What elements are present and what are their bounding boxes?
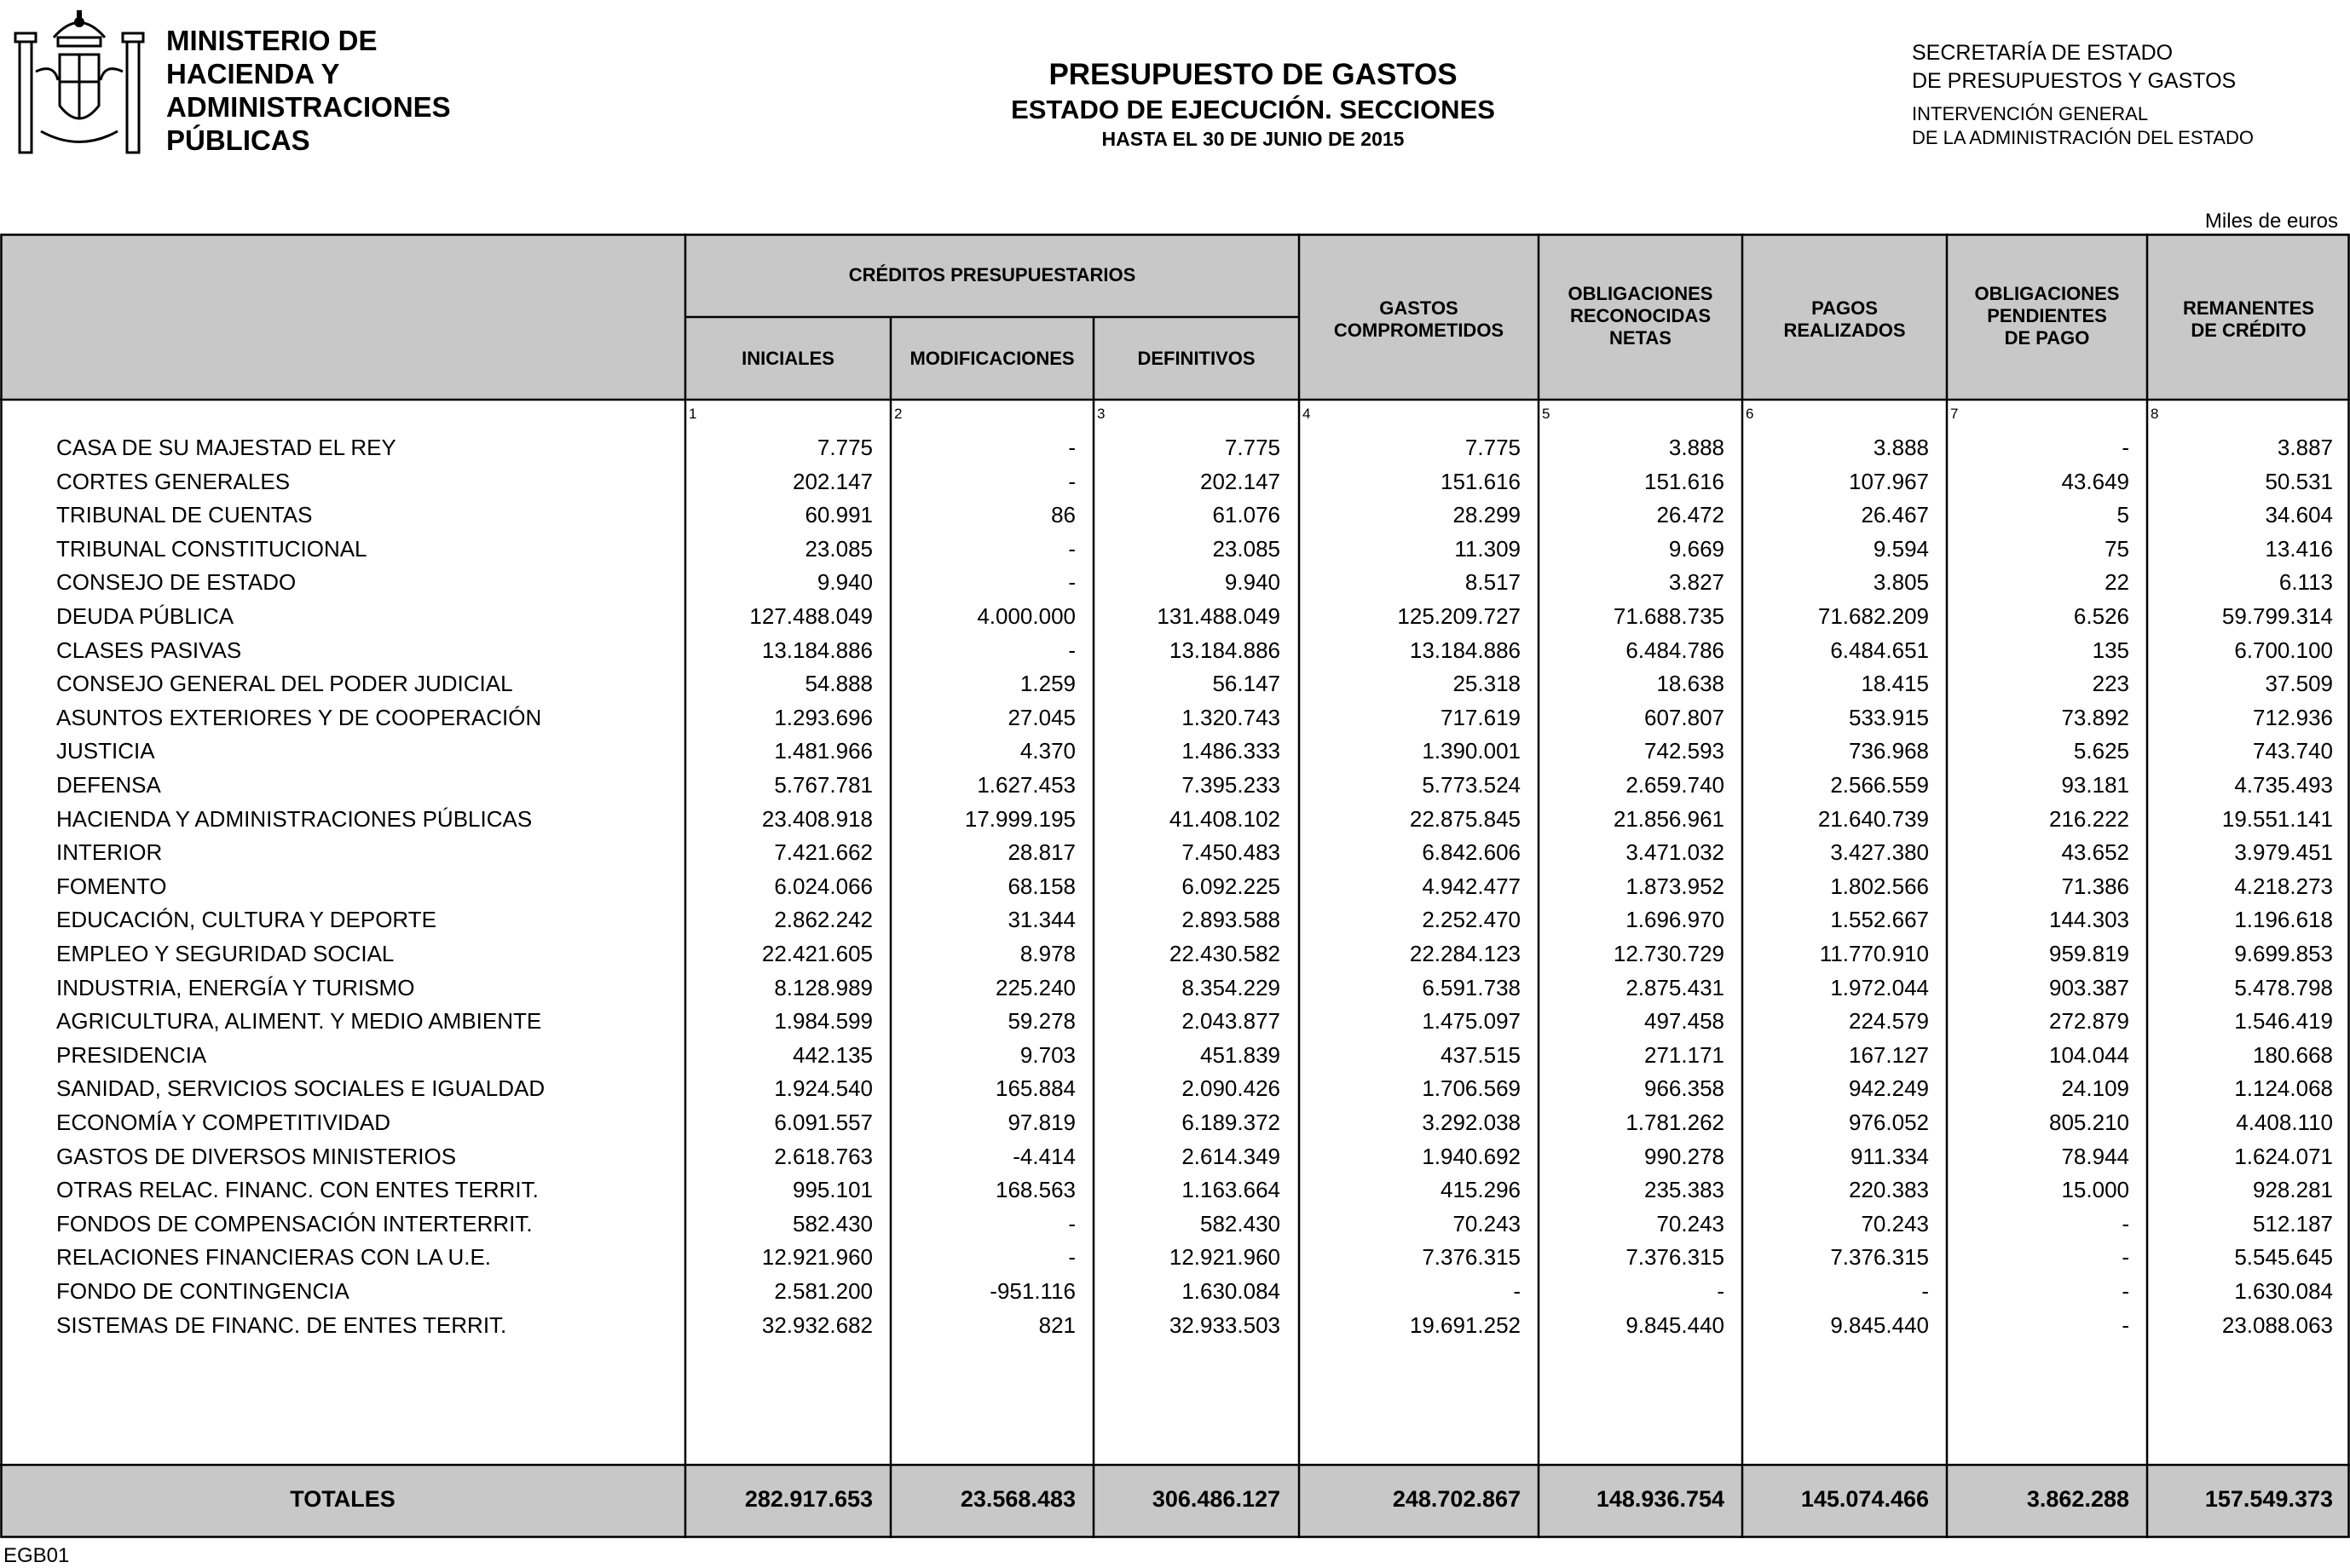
table-cell: 12.730.729 bbox=[1613, 941, 1724, 966]
secretaria-block bbox=[1912, 39, 2236, 95]
row-label: CASA DE SU MAJESTAD EL REY bbox=[56, 435, 396, 460]
table-cell: 32.932.682 bbox=[761, 1312, 873, 1338]
table-cell: 1.390.001 bbox=[1422, 738, 1521, 764]
table-cell: 56.147 bbox=[1212, 671, 1280, 696]
table-cell: 11.770.910 bbox=[1819, 941, 1929, 966]
table-cell: 272.879 bbox=[2049, 1008, 2129, 1034]
ministry-name bbox=[166, 24, 451, 157]
table-cell: - bbox=[2122, 1244, 2129, 1270]
table-cell: 717.619 bbox=[1441, 705, 1521, 730]
table-cell: 1.696.970 bbox=[1625, 907, 1724, 932]
table-cell: 25.318 bbox=[1452, 671, 1521, 696]
header-line: REMANENTES bbox=[2182, 297, 2314, 319]
ministry-line: PÚBLICAS bbox=[166, 124, 310, 156]
table-cell: 86 bbox=[1051, 502, 1076, 527]
table-cell: 966.358 bbox=[1644, 1075, 1724, 1101]
table-cell: 26.472 bbox=[1656, 502, 1724, 527]
table-cell: 22.421.605 bbox=[761, 941, 873, 966]
table-cell: 1.706.569 bbox=[1422, 1075, 1521, 1101]
table-cell: 1.124.068 bbox=[2234, 1075, 2333, 1101]
table-cell: - bbox=[1068, 1244, 1076, 1270]
table-cell: 2.618.763 bbox=[774, 1144, 873, 1169]
units-note: Miles de euros bbox=[2204, 210, 2338, 233]
table-cell: 6.024.066 bbox=[774, 873, 873, 899]
coat-of-arms-icon bbox=[7, 3, 152, 165]
table-cell: 582.430 bbox=[1200, 1211, 1280, 1237]
table-cell: 3.427.380 bbox=[1830, 839, 1929, 865]
header-line: GASTOS bbox=[1379, 297, 1458, 319]
table-cell: 5.773.524 bbox=[1422, 772, 1521, 798]
table-cell: 23.085 bbox=[805, 536, 873, 562]
table-cell: 23.085 bbox=[1212, 536, 1280, 562]
table-cell: 32.933.503 bbox=[1169, 1312, 1280, 1338]
table-cell: 7.775 bbox=[1224, 435, 1280, 460]
table-cell: 5 bbox=[2116, 502, 2129, 527]
table-cell: 1.630.084 bbox=[1181, 1278, 1280, 1304]
header-line: PAGOS bbox=[1811, 297, 1878, 319]
table-cell: -951.116 bbox=[990, 1278, 1076, 1304]
row-label: TRIBUNAL DE CUENTAS bbox=[56, 502, 313, 527]
table-cell: 1.924.540 bbox=[774, 1075, 873, 1101]
table-cell: 415.296 bbox=[1441, 1177, 1521, 1202]
table-cell: - bbox=[2122, 435, 2129, 460]
table-cell: 59.799.314 bbox=[2221, 603, 2333, 629]
table-cell: 71.682.209 bbox=[1817, 603, 1929, 629]
table-cell: 2.252.470 bbox=[1422, 907, 1521, 932]
table-cell: 27.045 bbox=[1008, 705, 1076, 730]
column-number: 7 bbox=[1950, 406, 1959, 422]
column-number: 4 bbox=[1302, 406, 1311, 422]
table-cell: - bbox=[1068, 536, 1076, 562]
header-modificaciones: MODIFICACIONES bbox=[909, 348, 1075, 369]
table-cell: 7.775 bbox=[817, 435, 873, 460]
header-line: DE PAGO bbox=[2004, 327, 2090, 349]
table-cell: 31.344 bbox=[1008, 907, 1076, 932]
document-subtitle: ESTADO DE EJECUCIÓN. SECCIONES bbox=[1011, 95, 1495, 124]
table-cell: 17.999.195 bbox=[964, 806, 1076, 832]
table-cell: 805.210 bbox=[2049, 1110, 2129, 1135]
table-cell: 821 bbox=[1038, 1312, 1076, 1338]
row-label: FONDOS DE COMPENSACIÓN INTERTERRIT. bbox=[56, 1211, 533, 1237]
table-cell: 7.376.315 bbox=[1625, 1244, 1724, 1270]
table-cell: 3.471.032 bbox=[1625, 839, 1724, 865]
row-label: FOMENTO bbox=[56, 873, 167, 899]
table-cell: 607.807 bbox=[1644, 705, 1724, 730]
ministry-line: ADMINISTRACIONES bbox=[166, 91, 451, 123]
totals-cell: 282.917.653 bbox=[744, 1486, 873, 1512]
table-cell: 1.630.084 bbox=[2234, 1278, 2333, 1304]
table-cell: 168.563 bbox=[996, 1177, 1076, 1202]
table-cell: 1.552.667 bbox=[1830, 907, 1929, 932]
table-cell: 151.616 bbox=[1441, 469, 1521, 494]
table-cell: 34.604 bbox=[2265, 502, 2333, 527]
table-cell: 70.243 bbox=[1656, 1211, 1724, 1237]
table-cell: 1.486.333 bbox=[1181, 738, 1280, 764]
table-cell: 2.043.877 bbox=[1181, 1008, 1280, 1034]
column-number: 3 bbox=[1097, 406, 1106, 422]
row-label: CONSEJO GENERAL DEL PODER JUDICIAL bbox=[56, 671, 513, 696]
table-cell: 2.614.349 bbox=[1181, 1144, 1280, 1169]
row-label: CORTES GENERALES bbox=[56, 469, 291, 494]
table-cell: 151.616 bbox=[1644, 469, 1724, 494]
table-cell: 180.668 bbox=[2253, 1042, 2333, 1068]
table-cell: 235.383 bbox=[1644, 1177, 1724, 1202]
table-cell: 22.430.582 bbox=[1169, 941, 1280, 966]
totals-cell: 148.936.754 bbox=[1596, 1486, 1724, 1512]
table-cell: 9.940 bbox=[817, 569, 873, 595]
table-cell: 903.387 bbox=[2049, 975, 2129, 1000]
row-label: AGRICULTURA, ALIMENT. Y MEDIO AMBIENTE bbox=[56, 1008, 542, 1034]
table-cell: 12.921.960 bbox=[1169, 1244, 1280, 1270]
table-cell: 1.802.566 bbox=[1830, 873, 1929, 899]
table-cell: 18.415 bbox=[1861, 671, 1929, 696]
table-cell: 202.147 bbox=[1200, 469, 1280, 494]
table-cell: 5.478.798 bbox=[2234, 975, 2333, 1000]
ministry-line: HACIENDA Y bbox=[166, 58, 340, 89]
table-cell: 3.805 bbox=[1873, 569, 1929, 595]
table-cell: 271.171 bbox=[1644, 1042, 1724, 1068]
table-cell: 13.416 bbox=[2265, 536, 2333, 562]
table-cell: 442.135 bbox=[793, 1042, 873, 1068]
column-number: 6 bbox=[1746, 406, 1754, 422]
row-label: ASUNTOS EXTERIORES Y DE COOPERACIÓN bbox=[56, 705, 542, 730]
row-label: FONDO DE CONTINGENCIA bbox=[56, 1278, 349, 1304]
header-definitivos: DEFINITIVOS bbox=[1137, 348, 1256, 369]
table-cell: 216.222 bbox=[2049, 806, 2129, 832]
totals-cell: 157.549.373 bbox=[2204, 1486, 2333, 1512]
table-cell: 976.052 bbox=[1849, 1110, 1929, 1135]
table-cell: - bbox=[1068, 469, 1076, 494]
table-cell: 167.127 bbox=[1849, 1042, 1929, 1068]
row-label: SISTEMAS DE FINANC. DE ENTES TERRIT. bbox=[56, 1312, 507, 1338]
table-cell: - bbox=[1513, 1278, 1521, 1304]
table-cell: 75 bbox=[2105, 536, 2129, 562]
totals-cell: 145.074.466 bbox=[1800, 1486, 1929, 1512]
table-cell: 125.209.727 bbox=[1397, 603, 1521, 629]
table-cell: 1.940.692 bbox=[1422, 1144, 1521, 1169]
header-line: RECONOCIDAS bbox=[1569, 305, 1711, 326]
table-cell: 1.984.599 bbox=[774, 1008, 873, 1034]
table-cell: 78.944 bbox=[2061, 1144, 2129, 1169]
table-cell: 2.090.426 bbox=[1181, 1075, 1280, 1101]
table-cell: 1.624.071 bbox=[2234, 1144, 2333, 1169]
table-cell: 223 bbox=[2092, 671, 2129, 696]
table-cell: 71.386 bbox=[2061, 873, 2129, 899]
table-cell: 7.450.483 bbox=[1181, 839, 1280, 865]
table-cell: 50.531 bbox=[2265, 469, 2333, 494]
intervencion-block bbox=[1912, 102, 2254, 150]
document-title: PRESUPUESTO DE GASTOS bbox=[1048, 58, 1458, 91]
table-cell: 37.509 bbox=[2265, 671, 2333, 696]
table-cell: 4.370 bbox=[1019, 738, 1076, 764]
row-label: INTERIOR bbox=[56, 839, 163, 865]
table-cell: 23.408.918 bbox=[761, 806, 873, 832]
table-cell: 9.845.440 bbox=[1830, 1312, 1929, 1338]
table-cell: 582.430 bbox=[793, 1211, 873, 1237]
table-cell: 15.000 bbox=[2061, 1177, 2129, 1202]
table-cell: 990.278 bbox=[1644, 1144, 1724, 1169]
table-cell: - bbox=[1921, 1278, 1929, 1304]
row-label: CLASES PASIVAS bbox=[56, 637, 242, 663]
table-cell: 22.284.123 bbox=[1409, 941, 1521, 966]
header-obligaciones-pendientes bbox=[1947, 283, 2147, 349]
table-cell: - bbox=[1068, 435, 1076, 460]
header-line: DE CRÉDITO bbox=[2191, 320, 2307, 341]
table-cell: 6.113 bbox=[2278, 569, 2333, 595]
table-cell: 60.991 bbox=[805, 502, 873, 527]
table-cell: 7.376.315 bbox=[1422, 1244, 1521, 1270]
table-cell: 26.467 bbox=[1861, 502, 1929, 527]
header-line: COMPROMETIDOS bbox=[1333, 320, 1504, 341]
row-label: HACIENDA Y ADMINISTRACIONES PÚBLICAS bbox=[56, 806, 533, 832]
table-cell: 7.421.662 bbox=[774, 839, 873, 865]
table-cell: 2.893.588 bbox=[1181, 907, 1280, 932]
header-remanentes-credito bbox=[2147, 297, 2350, 342]
totals-label: TOTALES bbox=[290, 1486, 396, 1512]
secretaria-line: DE PRESUPUESTOS Y GASTOS bbox=[1912, 69, 2237, 93]
table-cell: 743.740 bbox=[2253, 738, 2333, 764]
totals-cell: 23.568.483 bbox=[960, 1486, 1076, 1512]
table-cell: - bbox=[1717, 1278, 1724, 1304]
header-line: PENDIENTES bbox=[1987, 305, 2107, 326]
table-cell: 13.184.886 bbox=[1409, 637, 1521, 663]
table-cell: 1.163.664 bbox=[1181, 1177, 1280, 1202]
column-number: 1 bbox=[689, 406, 697, 422]
row-label: EDUCACIÓN, CULTURA Y DEPORTE bbox=[56, 907, 436, 932]
table-cell: 202.147 bbox=[793, 469, 873, 494]
table-cell: 911.334 bbox=[1850, 1144, 1929, 1169]
document-date: HASTA EL 30 DE JUNIO DE 2015 bbox=[1101, 128, 1405, 150]
table-cell: 2.862.242 bbox=[774, 907, 873, 932]
table-cell: 9.699.853 bbox=[2234, 941, 2333, 966]
table-cell: 19.691.252 bbox=[1409, 1312, 1521, 1338]
table-cell: 6.591.738 bbox=[1422, 975, 1521, 1000]
table-cell: 68.158 bbox=[1008, 873, 1076, 899]
table-cell: 3.827 bbox=[1668, 569, 1724, 595]
row-label: EMPLEO Y SEGURIDAD SOCIAL bbox=[56, 941, 395, 966]
header-line: REALIZADOS bbox=[1783, 320, 1906, 341]
row-label: SANIDAD, SERVICIOS SOCIALES E IGUALDAD bbox=[56, 1075, 546, 1101]
table-cell: 1.293.696 bbox=[774, 705, 873, 730]
table-cell: 4.735.493 bbox=[2234, 772, 2333, 798]
table-cell: 1.873.952 bbox=[1625, 873, 1724, 899]
table-cell: 736.968 bbox=[1849, 738, 1929, 764]
table-cell: 712.936 bbox=[2253, 705, 2333, 730]
table-cell: 437.515 bbox=[1441, 1042, 1521, 1068]
row-label: JUSTICIA bbox=[56, 738, 155, 764]
table-cell: 942.249 bbox=[1849, 1075, 1929, 1101]
table-cell: 28.299 bbox=[1452, 502, 1521, 527]
table-cell: 1.546.419 bbox=[2234, 1008, 2333, 1034]
table-cell: 18.638 bbox=[1656, 671, 1724, 696]
table-cell: 6.842.606 bbox=[1422, 839, 1521, 865]
table-cell: 497.458 bbox=[1644, 1008, 1724, 1034]
table-cell: 104.044 bbox=[2049, 1042, 2129, 1068]
secretaria-line: SECRETARÍA DE ESTADO bbox=[1912, 41, 2174, 65]
table-cell: 9.594 bbox=[1873, 536, 1929, 562]
table-cell: 1.627.453 bbox=[977, 772, 1076, 798]
intervencion-line: DE LA ADMINISTRACIÓN DEL ESTADO bbox=[1912, 127, 2254, 148]
table-cell: 742.593 bbox=[1644, 738, 1724, 764]
table-cell: 8.128.989 bbox=[774, 975, 873, 1000]
table-cell: 3.888 bbox=[1873, 435, 1929, 460]
table-cell: 9.703 bbox=[1019, 1042, 1076, 1068]
table-cell: 4.408.110 bbox=[2236, 1110, 2333, 1135]
table-cell: 959.819 bbox=[2049, 941, 2129, 966]
table-cell: 43.649 bbox=[2061, 469, 2129, 494]
table-cell: 2.581.200 bbox=[774, 1278, 873, 1304]
table-cell: 23.088.063 bbox=[2221, 1312, 2333, 1338]
form-code: EGB01 bbox=[3, 1544, 70, 1567]
table-cell: 1.320.743 bbox=[1181, 705, 1280, 730]
table-cell: 107.967 bbox=[1849, 469, 1929, 494]
table-cell: 70.243 bbox=[1861, 1211, 1929, 1237]
header-line: OBLIGACIONES bbox=[1568, 283, 1713, 304]
table-cell: 1.481.966 bbox=[774, 738, 873, 764]
table-cell: 8.354.229 bbox=[1181, 975, 1280, 1000]
table-cell: 7.376.315 bbox=[1830, 1244, 1929, 1270]
table-cell: 6.526 bbox=[2073, 603, 2129, 629]
table-cell: 9.845.440 bbox=[1625, 1312, 1724, 1338]
table-cell: 3.887 bbox=[2277, 435, 2333, 460]
row-label: OTRAS RELAC. FINANC. CON ENTES TERRIT. bbox=[56, 1177, 539, 1202]
header-pagos-realizados bbox=[1742, 297, 1947, 342]
row-label: RELACIONES FINANCIERAS CON LA U.E. bbox=[56, 1244, 492, 1270]
table-cell: 12.921.960 bbox=[761, 1244, 873, 1270]
table-cell: 41.408.102 bbox=[1169, 806, 1280, 832]
table-cell: - bbox=[1068, 1211, 1076, 1237]
table-cell: 6.484.651 bbox=[1830, 637, 1929, 663]
table-cell: 2.566.559 bbox=[1830, 772, 1929, 798]
intervencion-line: INTERVENCIÓN GENERAL bbox=[1912, 103, 2149, 124]
table-cell: 451.839 bbox=[1200, 1042, 1280, 1068]
table-cell: 1.781.262 bbox=[1625, 1110, 1724, 1135]
table-cell: 93.181 bbox=[2061, 772, 2129, 798]
table-cell: 6.484.786 bbox=[1625, 637, 1724, 663]
header-creditos-presupuestarios: CRÉDITOS PRESUPUESTARIOS bbox=[848, 264, 1136, 285]
row-label: DEFENSA bbox=[56, 772, 161, 798]
table-cell: 1.259 bbox=[1019, 671, 1076, 696]
totals-cell: 306.486.127 bbox=[1152, 1486, 1280, 1512]
table-cell: 9.669 bbox=[1668, 536, 1724, 562]
row-label: CONSEJO DE ESTADO bbox=[56, 569, 297, 595]
table-cell: 21.856.961 bbox=[1613, 806, 1724, 832]
table-cell: 19.551.141 bbox=[2221, 806, 2333, 832]
table-cell: 127.488.049 bbox=[749, 603, 873, 629]
table-cell: 22 bbox=[2105, 569, 2129, 595]
table-cell: - bbox=[2122, 1211, 2129, 1237]
column-number: 5 bbox=[1542, 406, 1550, 422]
header-iniciales: INICIALES bbox=[742, 348, 834, 369]
table-cell: 224.579 bbox=[1849, 1008, 1929, 1034]
table-cell: 97.819 bbox=[1008, 1110, 1076, 1135]
table-cell: 59.278 bbox=[1008, 1008, 1076, 1034]
table-cell: 5.767.781 bbox=[774, 772, 873, 798]
table-cell: 928.281 bbox=[2253, 1177, 2333, 1202]
table-cell: 7.395.233 bbox=[1181, 772, 1280, 798]
table-cell: - bbox=[2122, 1312, 2129, 1338]
table-cell: 2.659.740 bbox=[1625, 772, 1724, 798]
table-cell: 5.545.645 bbox=[2234, 1244, 2333, 1270]
totals-cell: 248.702.867 bbox=[1392, 1486, 1521, 1512]
ministry-line: MINISTERIO DE bbox=[166, 25, 378, 56]
table-cell: 5.625 bbox=[2073, 738, 2129, 764]
row-label: INDUSTRIA, ENERGÍA Y TURISMO bbox=[56, 975, 415, 1000]
table-cell: -4.414 bbox=[1013, 1144, 1076, 1169]
table-cell: 512.187 bbox=[2253, 1211, 2333, 1237]
table-cell: 8.978 bbox=[1019, 941, 1076, 966]
row-label: PRESIDENCIA bbox=[56, 1042, 207, 1068]
table-cell: - bbox=[1068, 637, 1076, 663]
table-cell: 13.184.886 bbox=[1169, 637, 1280, 663]
table-cell: 225.240 bbox=[996, 975, 1076, 1000]
table-cell: 4.942.477 bbox=[1422, 873, 1521, 899]
header-line: NETAS bbox=[1609, 327, 1672, 349]
table-cell: 1.196.618 bbox=[2234, 907, 2333, 932]
table-cell: 135 bbox=[2092, 637, 2129, 663]
table-cell: 28.817 bbox=[1008, 839, 1076, 865]
table-cell: 13.184.886 bbox=[761, 637, 873, 663]
header-obligaciones-reconocidas bbox=[1539, 283, 1742, 349]
table-cell: 7.775 bbox=[1464, 435, 1521, 460]
header-gastos-comprometidos bbox=[1299, 297, 1539, 342]
table-cell: 11.309 bbox=[1454, 536, 1521, 562]
table-cell: 165.884 bbox=[996, 1075, 1076, 1101]
table-cell: 131.488.049 bbox=[1157, 603, 1280, 629]
column-number: 8 bbox=[2151, 406, 2159, 422]
table-cell: 2.875.431 bbox=[1625, 975, 1724, 1000]
table-cell: 61.076 bbox=[1212, 502, 1280, 527]
table-cell: 70.243 bbox=[1452, 1211, 1521, 1237]
table-cell: 6.092.225 bbox=[1181, 873, 1280, 899]
column-number: 2 bbox=[894, 406, 903, 422]
row-label: TRIBUNAL CONSTITUCIONAL bbox=[56, 536, 367, 562]
totals-cell: 3.862.288 bbox=[2026, 1486, 2129, 1512]
table-cell: 6.091.557 bbox=[774, 1110, 873, 1135]
row-label: ECONOMÍA Y COMPETITIVIDAD bbox=[56, 1110, 390, 1135]
table-cell: 6.700.100 bbox=[2234, 637, 2333, 663]
table-cell: 144.303 bbox=[2049, 907, 2129, 932]
table-cell: 3.888 bbox=[1668, 435, 1724, 460]
table-cell: 9.940 bbox=[1224, 569, 1280, 595]
table-cell: 1.475.097 bbox=[1422, 1008, 1521, 1034]
table-cell: 3.292.038 bbox=[1422, 1110, 1521, 1135]
table-cell: 995.101 bbox=[793, 1177, 873, 1202]
table-cell: 220.383 bbox=[1849, 1177, 1929, 1202]
table-cell: 1.972.044 bbox=[1830, 975, 1929, 1000]
table-cell: 73.892 bbox=[2061, 705, 2129, 730]
table-cell: 24.109 bbox=[2061, 1075, 2129, 1101]
table-cell: 3.979.451 bbox=[2234, 839, 2333, 865]
table-cell: 533.915 bbox=[1849, 705, 1929, 730]
table-cell: 22.875.845 bbox=[1409, 806, 1521, 832]
table-cell: 43.652 bbox=[2061, 839, 2129, 865]
row-label: DEUDA PÚBLICA bbox=[56, 603, 234, 629]
table-cell: 4.000.000 bbox=[977, 603, 1076, 629]
table-cell: - bbox=[2122, 1278, 2129, 1304]
table-cell: 21.640.739 bbox=[1817, 806, 1929, 832]
table-cell: - bbox=[1068, 569, 1076, 595]
row-label: GASTOS DE DIVERSOS MINISTERIOS bbox=[56, 1144, 457, 1169]
header-line: OBLIGACIONES bbox=[1974, 283, 2120, 304]
table-cell: 6.189.372 bbox=[1181, 1110, 1280, 1135]
table-cell: 8.517 bbox=[1464, 569, 1521, 595]
table-cell: 71.688.735 bbox=[1613, 603, 1724, 629]
table-cell: 4.218.273 bbox=[2234, 873, 2333, 899]
table-cell: 54.888 bbox=[805, 671, 873, 696]
